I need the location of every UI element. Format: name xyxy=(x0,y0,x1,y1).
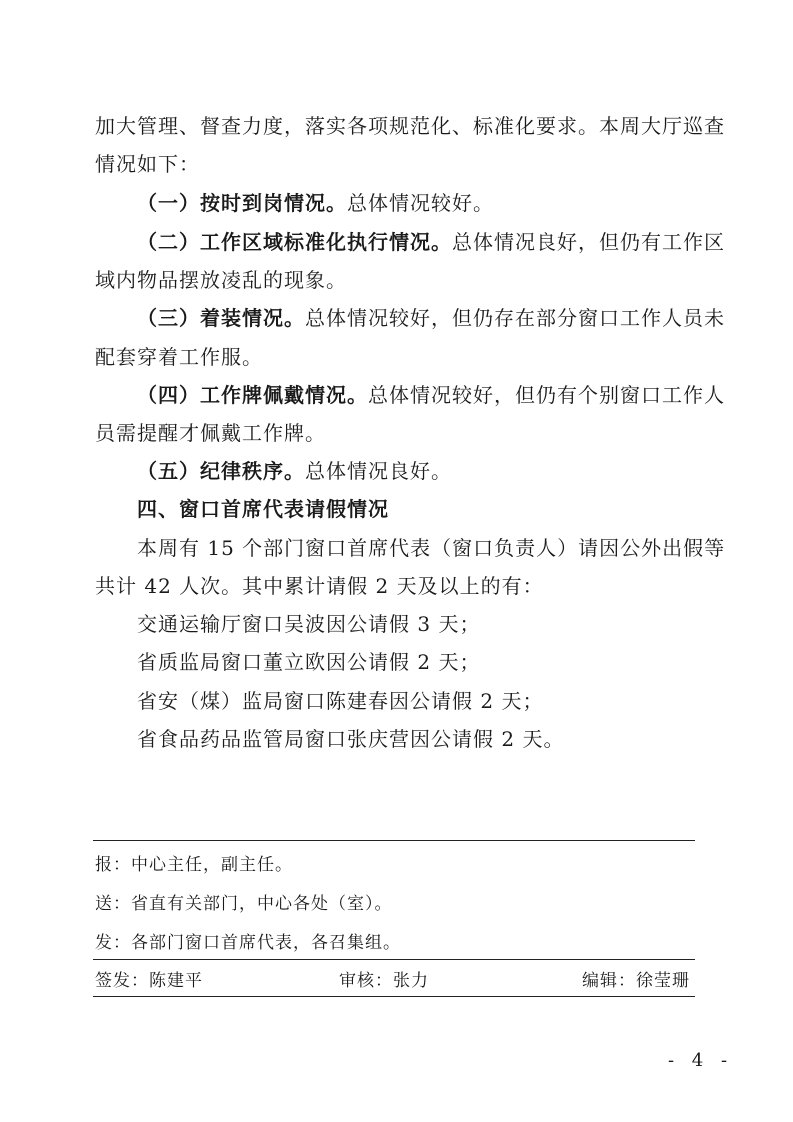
item-5-text: 总体情况良好。 xyxy=(305,459,452,483)
item-5-heading: （五）纪律秩序。 xyxy=(137,459,305,483)
leave-entry-1: 交通运输厅窗口吴波因公请假 3 天； xyxy=(137,612,481,636)
item-4-heading: （四）工作牌佩戴情况。 xyxy=(137,383,368,407)
signoff-reviewer: 审核：张力 xyxy=(339,971,429,991)
intro-line-2: 情况如下： xyxy=(95,152,200,176)
distribution-bottom-rule xyxy=(93,996,695,997)
section-4-heading: 四、窗口首席代表请假情况 xyxy=(137,497,389,521)
item-1 xyxy=(137,187,494,216)
leave-entry-3: 省安（煤）监局窗口陈建春因公请假 2 天； xyxy=(137,689,544,713)
item-2-text: 总体情况良好，但仍有工作区 xyxy=(452,230,725,254)
leave-entry-4: 省食品药品监管局窗口张庆营因公请假 2 天。 xyxy=(137,727,565,751)
send-to-line: 送：省直有关部门，中心各处（室）。 xyxy=(95,894,393,914)
section-4-summary-line-1: 本周有 15 个部门窗口首席代表（窗口负责人）请因公外出假等 xyxy=(137,536,726,560)
distribution-top-rule xyxy=(93,840,695,841)
signoff-issuer: 签发：陈建平 xyxy=(95,971,203,991)
item-5 xyxy=(137,455,452,484)
item-4-text-continued: 员需提醒才佩戴工作牌。 xyxy=(95,421,326,445)
item-3-heading: （三）着装情况。 xyxy=(137,306,305,330)
item-3 xyxy=(137,302,725,331)
item-4 xyxy=(137,379,725,408)
distribution-middle-rule xyxy=(93,959,695,960)
item-3-text: 总体情况较好，但仍存在部分窗口工作人员未 xyxy=(305,306,725,330)
intro-line-1: 加大管理、督查力度，落实各项规范化、标准化要求。本周大厅巡查 xyxy=(95,114,725,138)
report-to-line: 报：中心主任，副主任。 xyxy=(95,855,293,875)
page-number: - 4 - xyxy=(668,1050,734,1071)
item-4-text: 总体情况较好，但仍有个别窗口工作人 xyxy=(368,383,725,407)
item-2-heading: （二）工作区域标准化执行情况。 xyxy=(137,230,452,254)
leave-entry-2: 省质监局窗口董立欧因公请假 2 天； xyxy=(137,650,481,674)
issue-to-line: 发：各部门窗口首席代表，各召集组。 xyxy=(95,933,401,953)
section-4-summary-line-2: 共计 42 人次。其中累计请假 2 天及以上的有： xyxy=(95,574,544,598)
item-3-text-continued: 配套穿着工作服。 xyxy=(95,345,263,369)
signoff-editor: 编辑：徐莹珊 xyxy=(582,971,690,991)
item-1-text: 总体情况较好。 xyxy=(347,191,494,215)
item-2-text-continued: 域内物品摆放凌乱的现象。 xyxy=(95,268,347,292)
item-1-heading: （一）按时到岗情况。 xyxy=(137,191,347,215)
item-2 xyxy=(137,226,725,255)
